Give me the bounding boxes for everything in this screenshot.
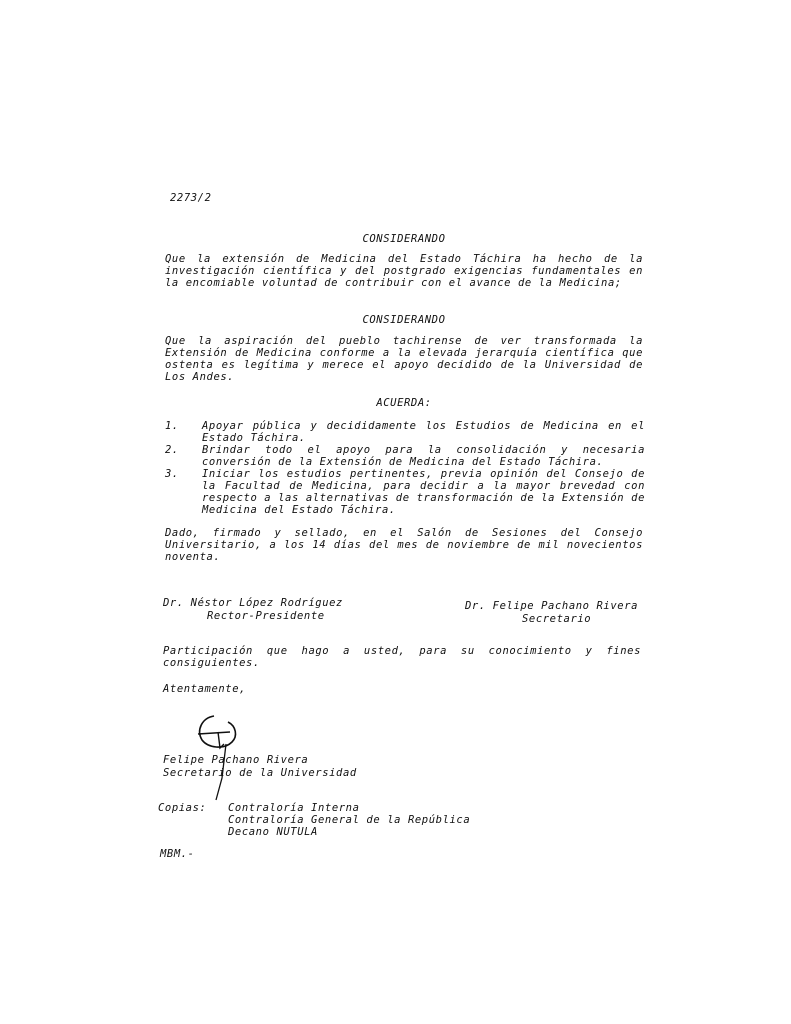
agreement-item-1: 1. Apoyar pública y decididamente los Estudios de Medicina en el Estado Táchira. [165,420,645,444]
agreement-item-text: Brindar todo el apoyo para la consolidación y necesaria conversión de la Extensión de Medicina del Estado Táchira. [202,444,645,468]
copy-recipient: Contraloría Interna [228,802,360,814]
signer-right-title: Secretario [522,613,592,625]
agreement-item-3: 3. Iniciar los estudios pertinentes, previa opinión del Consejo de la Facultad de Medicina, para decidir a la mayor brevedad con respecto a las alternativas de transformación de la Extensión de Medicina del Estado Táchira. [165,468,645,516]
signature-title: Secretario de la Universidad [163,767,357,779]
heading-considerando-2: CONSIDERANDO [362,314,446,326]
signature-name: Felipe Pachano Rivera [163,754,309,766]
reference-number: 2273/2 [170,192,212,204]
typist-initials: MBM.- [160,848,195,860]
copy-recipient: Decano NUTULA [228,826,318,838]
agreement-item-text: Iniciar los estudios pertinentes, previa opinión del Consejo de la Facultad de Medicina, para decidir a la mayor brevedad con respecto a las alternativas de transformación de la Extensión de Medicina del Estado Táchira. [202,468,645,516]
paragraph-considerando-1: Que la extensión de Medicina del Estado Táchira ha hecho de la investigación científica y del postgrado exigencias fundamentales en la encomiable voluntad de contribuir con el avance de la Medicina; [165,253,643,289]
copy-recipient: Contraloría General de la República [228,814,471,826]
signer-left-name: Dr. Néstor López Rodríguez [163,597,343,609]
closing-text: Atentamente, [163,683,247,695]
agreement-item-2: 2. Brindar todo el apoyo para la consolidación y necesaria conversión de la Extensión de Medicina del Estado Táchira. [165,444,645,468]
agreement-list [165,420,645,516]
paragraph-participacion: Participación que hago a usted, para su conocimiento y fines consiguientes. [163,645,641,669]
paragraph-considerando-2: Que la aspiración del pueblo tachirense de ver transformada la Extensión de Medicina conforme a la elevada jerarquía científica que ostenta es legítima y merece el apoyo decidido de la Universidad de Los Andes. [165,335,643,383]
copies-list [228,802,470,838]
signer-right-name: Dr. Felipe Pachano Rivera [465,600,639,612]
signer-left-title: Rector-Presidente [207,610,325,622]
paragraph-dado: Dado, firmado y sellado, en el Salón de Sesiones del Consejo Universitario, a los 14 días del mes de noviembre de mil novecientos noventa. [165,527,643,563]
heading-considerando-1: CONSIDERANDO [362,233,446,245]
copies-label: Copias: [158,802,207,814]
heading-acuerda: ACUERDA: [376,397,432,409]
agreement-item-text: Apoyar pública y decididamente los Estudios de Medicina en el Estado Táchira. [202,420,645,444]
